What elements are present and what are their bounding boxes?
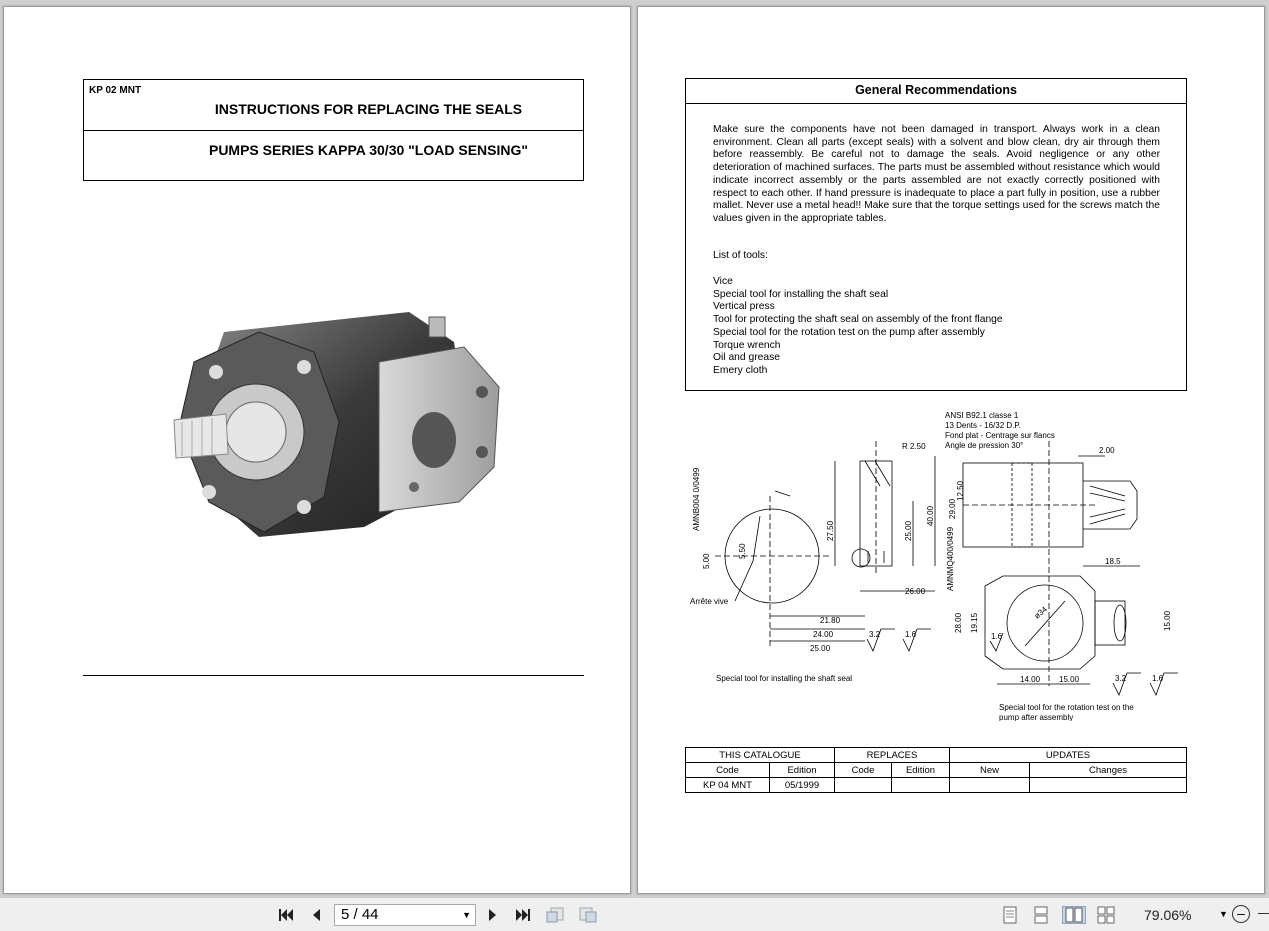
zoom-level[interactable]: 79.06%	[1144, 907, 1192, 923]
technical-drawing	[685, 401, 1187, 721]
table-cell: 05/1999	[770, 778, 835, 793]
table-header: New	[950, 763, 1030, 778]
catalogue-table	[685, 747, 1187, 793]
table-cell: KP 04 MNT	[686, 778, 770, 793]
drawing-caption-right: Special tool for the rotation test on the	[999, 703, 1134, 712]
tools-title: List of tools:	[713, 250, 768, 261]
table-cell	[1030, 778, 1187, 793]
title-box	[83, 79, 584, 181]
doc-code: KP 02 MNT	[89, 85, 142, 96]
dim-label: 25.00	[904, 520, 913, 541]
drawing-caption-right: pump after assembly	[999, 713, 1074, 721]
first-page-button[interactable]	[276, 906, 296, 924]
two-page-icon	[1065, 907, 1083, 923]
page-indicator: 5 / 44	[341, 906, 379, 923]
dropdown-caret-icon: ▼	[462, 910, 471, 920]
part-code: AMNB004 0/0499	[692, 467, 701, 531]
dim-label: 18.5	[1105, 557, 1121, 566]
spec-line: Fond plat - Centrage sur flancs	[945, 431, 1055, 440]
list-item: Special tool for the rotation test on the pump after assembly	[713, 326, 985, 338]
dim-label: 19.15	[970, 612, 979, 633]
zoom-out-button[interactable]: –	[1232, 905, 1250, 923]
dim-label: 12.50	[956, 480, 965, 501]
pump-illustration	[164, 292, 509, 544]
dim-label: 2.00	[1099, 446, 1115, 455]
two-page-continuous-button[interactable]	[1096, 906, 1116, 924]
table-group-header: THIS CATALOGUE	[686, 748, 835, 763]
dim-label: 15.00	[1059, 675, 1080, 684]
dim-label: 28.00	[954, 612, 963, 633]
list-item: Special tool for installing the shaft seal	[713, 288, 889, 300]
last-page-button[interactable]	[513, 906, 533, 924]
table-header: Edition	[770, 763, 835, 778]
table-header: Changes	[1030, 763, 1187, 778]
table-cell	[835, 778, 892, 793]
table-row	[686, 778, 1187, 793]
dim-label: R 2.50	[902, 442, 926, 451]
page-right	[637, 6, 1265, 894]
table-group-header: UPDATES	[950, 748, 1187, 763]
table-cell	[892, 778, 950, 793]
first-page-icon	[277, 907, 295, 923]
single-page-icon	[1003, 906, 1017, 924]
spec-line: ANSI B92.1 classe 1	[945, 411, 1019, 420]
previous-page-button[interactable]	[306, 906, 326, 924]
viewer-toolbar	[0, 897, 1269, 931]
recommendations-paragraph: Make sure the components have not been damaged in transport. Always work in a clean environment. Clean all parts (except seals) with a solvent and blow clean, dry air through them before reassembly. Be careful not to damage the seals. Avoid negligence or any other deterioration of machined surfaces. The parts must be assembled without resistance which would indicate incorrect assembly or the parts assembled are not exactly correctly positioned with respect to each other. If hand pressure is inadequate to place a part fully in position, use a rubber mallet. Never use a metal head!! Make sure that the torque settings used for the screws match the values given in the appropriate tables.	[713, 124, 1160, 224]
roughness-label: 1.6	[905, 630, 917, 639]
page-forward-icon	[578, 906, 598, 924]
dim-label: 26.00	[905, 587, 926, 596]
table-header: Edition	[892, 763, 950, 778]
dim-label: 24.00	[813, 630, 834, 639]
next-page-icon	[486, 907, 500, 923]
rotate-forward-button[interactable]	[578, 906, 598, 924]
page-number-input[interactable]	[334, 904, 476, 926]
dim-label: 5.50	[738, 543, 747, 559]
list-item: Emery cloth	[713, 364, 768, 376]
dim-label: 5.00	[702, 553, 711, 569]
list-item: Vertical press	[713, 301, 775, 313]
drawing-caption-left: Special tool for installing the shaft seal	[716, 674, 853, 683]
rotate-back-button[interactable]	[545, 906, 565, 924]
single-page-view-button[interactable]	[1000, 906, 1020, 924]
tools-list	[713, 276, 1003, 378]
dim-label: 15.00	[1163, 610, 1172, 631]
spec-line: Angle de pression 30°	[945, 441, 1024, 450]
title-divider	[84, 130, 583, 131]
dim-label: 27.50	[826, 520, 835, 541]
table-header: Code	[835, 763, 892, 778]
dim-label: 25.00	[810, 644, 831, 653]
last-page-icon	[514, 907, 532, 923]
zoom-dropdown-icon[interactable]: ▼	[1219, 909, 1228, 919]
previous-page-icon	[309, 907, 323, 923]
two-page-continuous-icon	[1097, 906, 1115, 924]
list-item: Vice	[713, 276, 733, 287]
list-item: Tool for protecting the shaft seal on assembly of the front flange	[713, 314, 1003, 326]
left-page-rule	[83, 675, 584, 676]
zoom-slider[interactable]	[1258, 913, 1269, 914]
roughness-label: 1.6	[1152, 674, 1164, 683]
roughness-label: 3.2	[1115, 674, 1127, 683]
continuous-page-icon	[1034, 906, 1048, 924]
table-cell	[950, 778, 1030, 793]
page-left	[3, 6, 631, 894]
dim-label: 21.80	[820, 616, 841, 625]
continuous-view-button[interactable]	[1031, 906, 1051, 924]
title-line-2: PUMPS SERIES KAPPA 30/30 "LOAD SENSING"	[208, 142, 529, 158]
two-page-view-button[interactable]	[1062, 906, 1086, 924]
dim-label: 14.00	[1020, 675, 1041, 684]
list-item: Torque wrench	[713, 339, 781, 351]
dim-label: 29.00	[948, 498, 957, 519]
roughness-label: 1.6	[991, 632, 1003, 641]
title-line-1: INSTRUCTIONS FOR REPLACING THE SEALS	[214, 101, 523, 117]
list-item: Oil and grease	[713, 352, 780, 364]
page-back-icon	[545, 906, 565, 924]
recommendations-heading: General Recommendations	[686, 79, 1186, 104]
edge-label: Arrête vive	[690, 597, 729, 606]
table-header: Code	[686, 763, 770, 778]
roughness-label: 3.2	[869, 630, 881, 639]
table-group-header: REPLACES	[835, 748, 950, 763]
part-code: AMNMQ400/0499	[946, 526, 955, 591]
dim-label: ø34	[1032, 604, 1049, 621]
spec-line: 13 Dents - 16/32 D.P.	[945, 421, 1021, 430]
next-page-button[interactable]	[483, 906, 503, 924]
dim-label: 40.00	[926, 505, 935, 526]
recommendations-box	[685, 78, 1187, 391]
